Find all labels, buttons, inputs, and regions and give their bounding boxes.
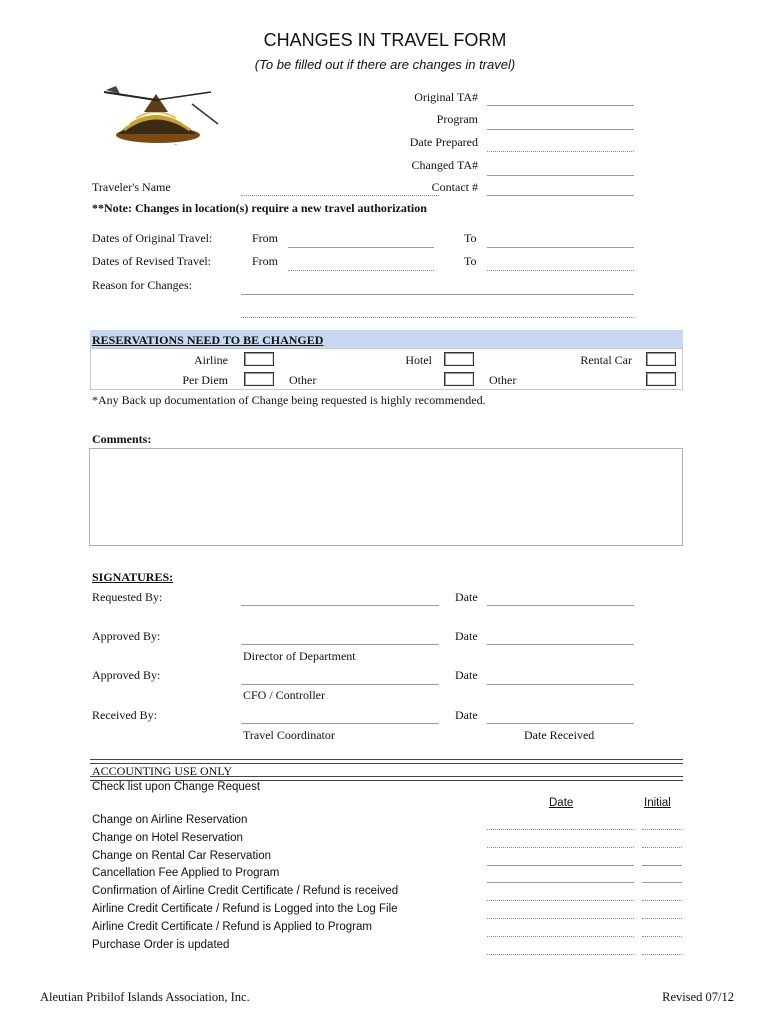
airline-label: Airline xyxy=(194,353,228,367)
hotel-checkbox[interactable] xyxy=(444,352,474,366)
requested-date-field[interactable] xyxy=(487,605,634,606)
approved-by-label-2: Approved By: xyxy=(92,668,161,682)
rental-car-checkbox[interactable] xyxy=(646,352,676,366)
svg-text:~: ~ xyxy=(174,142,178,147)
original-from-label: From xyxy=(252,231,279,245)
changed-ta-label: Changed TA# xyxy=(411,158,478,172)
reservations-heading: RESERVATIONS NEED TO BE CHANGED xyxy=(92,333,324,347)
received-date-label: Date xyxy=(455,708,478,722)
checklist-item: Airline Credit Certificate / Refund is Logged into the Log File xyxy=(92,903,398,915)
checklist-initial-field[interactable] xyxy=(642,847,682,848)
requested-by-label: Requested By: xyxy=(92,590,163,604)
approved-date-field-1[interactable] xyxy=(487,644,634,645)
initial-column-header: Initial xyxy=(644,797,671,809)
other-checkbox-2[interactable] xyxy=(646,372,676,386)
original-to-label: To xyxy=(464,231,477,245)
travelers-name-field[interactable] xyxy=(241,195,439,196)
revised-from-field[interactable] xyxy=(288,270,434,271)
checklist-initial-field[interactable] xyxy=(642,865,682,866)
checklist-date-field[interactable] xyxy=(487,918,634,919)
revised-travel-label: Dates of Revised Travel: xyxy=(92,254,211,268)
original-from-field[interactable] xyxy=(288,247,434,248)
checklist-date-field[interactable] xyxy=(487,954,634,955)
comments-label: Comments: xyxy=(92,432,152,446)
approved-date-field-2[interactable] xyxy=(487,684,634,685)
contact-label: Contact # xyxy=(431,180,478,194)
checklist-date-field[interactable] xyxy=(487,882,634,883)
requested-by-field[interactable] xyxy=(241,605,439,606)
approved-date-label-2: Date xyxy=(455,668,478,682)
per-diem-label: Per Diem xyxy=(182,373,228,387)
checklist-initial-field[interactable] xyxy=(642,900,682,901)
rental-car-label: Rental Car xyxy=(580,353,632,367)
received-date-field[interactable] xyxy=(487,723,634,724)
contact-field[interactable] xyxy=(487,195,634,196)
checklist-date-field[interactable] xyxy=(487,900,634,901)
reason-label: Reason for Changes: xyxy=(92,278,192,292)
travel-coordinator-caption: Travel Coordinator xyxy=(243,728,335,742)
comments-box[interactable] xyxy=(89,448,683,546)
received-by-field[interactable] xyxy=(241,723,439,724)
checklist-item: Airline Credit Certificate / Refund is Applied to Program xyxy=(92,921,372,933)
approved-by-field-2[interactable] xyxy=(241,684,439,685)
approved-by-field-1[interactable] xyxy=(241,644,439,645)
checklist-initial-field[interactable] xyxy=(642,918,682,919)
footer-revision: Revised 07/12 xyxy=(662,990,734,1004)
revised-to-label: To xyxy=(464,254,477,268)
other-checkbox-1[interactable] xyxy=(444,372,474,386)
form-subtitle: (To be filled out if there are changes in travel) xyxy=(254,57,516,72)
director-caption: Director of Department xyxy=(243,649,356,663)
cfo-caption: CFO / Controller xyxy=(243,688,326,702)
original-to-field[interactable] xyxy=(487,247,634,248)
program-field[interactable] xyxy=(487,129,634,130)
date-column-header: Date xyxy=(549,797,574,809)
date-received-caption: Date Received xyxy=(524,728,595,742)
checklist-date-field[interactable] xyxy=(487,865,634,866)
date-prepared-label: Date Prepared xyxy=(409,135,478,149)
checklist-item: Cancellation Fee Applied to Program xyxy=(92,867,280,879)
checklist-item: Change on Rental Car Reservation xyxy=(92,850,271,862)
checklist-initial-field[interactable] xyxy=(642,882,682,883)
program-label: Program xyxy=(436,112,478,126)
hotel-label: Hotel xyxy=(405,353,432,367)
checklist-item: Purchase Order is updated xyxy=(92,939,230,951)
revised-from-label: From xyxy=(252,254,279,268)
date-prepared-field[interactable] xyxy=(487,151,634,152)
other-label-1: Other xyxy=(289,373,317,387)
original-ta-field[interactable] xyxy=(487,105,634,106)
organization-logo xyxy=(96,80,226,150)
approved-by-label-1: Approved By: xyxy=(92,629,161,643)
checklist-date-field[interactable] xyxy=(487,829,634,830)
checklist-date-field[interactable] xyxy=(487,936,634,937)
checklist-initial-field[interactable] xyxy=(642,936,682,937)
changed-ta-field[interactable] xyxy=(487,175,634,176)
per-diem-checkbox[interactable] xyxy=(244,372,274,386)
airline-checkbox[interactable] xyxy=(244,352,274,366)
original-ta-label: Original TA# xyxy=(414,90,478,104)
footer-organization: Aleutian Pribilof Islands Association, Inc. xyxy=(40,990,250,1004)
backup-note: *Any Back up documentation of Change being requested is highly recommended. xyxy=(92,393,486,407)
checklist-initial-field[interactable] xyxy=(642,829,682,830)
signatures-heading: SIGNATURES: xyxy=(92,570,174,584)
form-title: CHANGES IN TRAVEL FORM xyxy=(263,30,507,50)
checklist-item: Change on Airline Reservation xyxy=(92,814,248,826)
reason-field-line-1[interactable] xyxy=(241,294,634,295)
received-by-label: Received By: xyxy=(92,708,157,722)
location-note: **Note: Changes in location(s) require a new travel authorization xyxy=(92,201,427,215)
travelers-name-label: Traveler's Name xyxy=(92,180,171,194)
checklist-item: Confirmation of Airline Credit Certificate / Refund is received xyxy=(92,885,399,897)
reason-field-line-2[interactable] xyxy=(241,317,634,318)
checklist-date-field[interactable] xyxy=(487,847,634,848)
revised-to-field[interactable] xyxy=(487,270,634,271)
accounting-heading: ACCOUNTING USE ONLY xyxy=(92,764,233,778)
checklist-initial-field[interactable] xyxy=(642,954,682,955)
approved-date-label-1: Date xyxy=(455,629,478,643)
checklist-item: Change on Hotel Reservation xyxy=(92,832,243,844)
requested-date-label: Date xyxy=(455,590,478,604)
checklist-title: Check list upon Change Request xyxy=(92,781,261,793)
other-label-2: Other xyxy=(489,373,517,387)
original-travel-label: Dates of Original Travel: xyxy=(92,231,213,245)
